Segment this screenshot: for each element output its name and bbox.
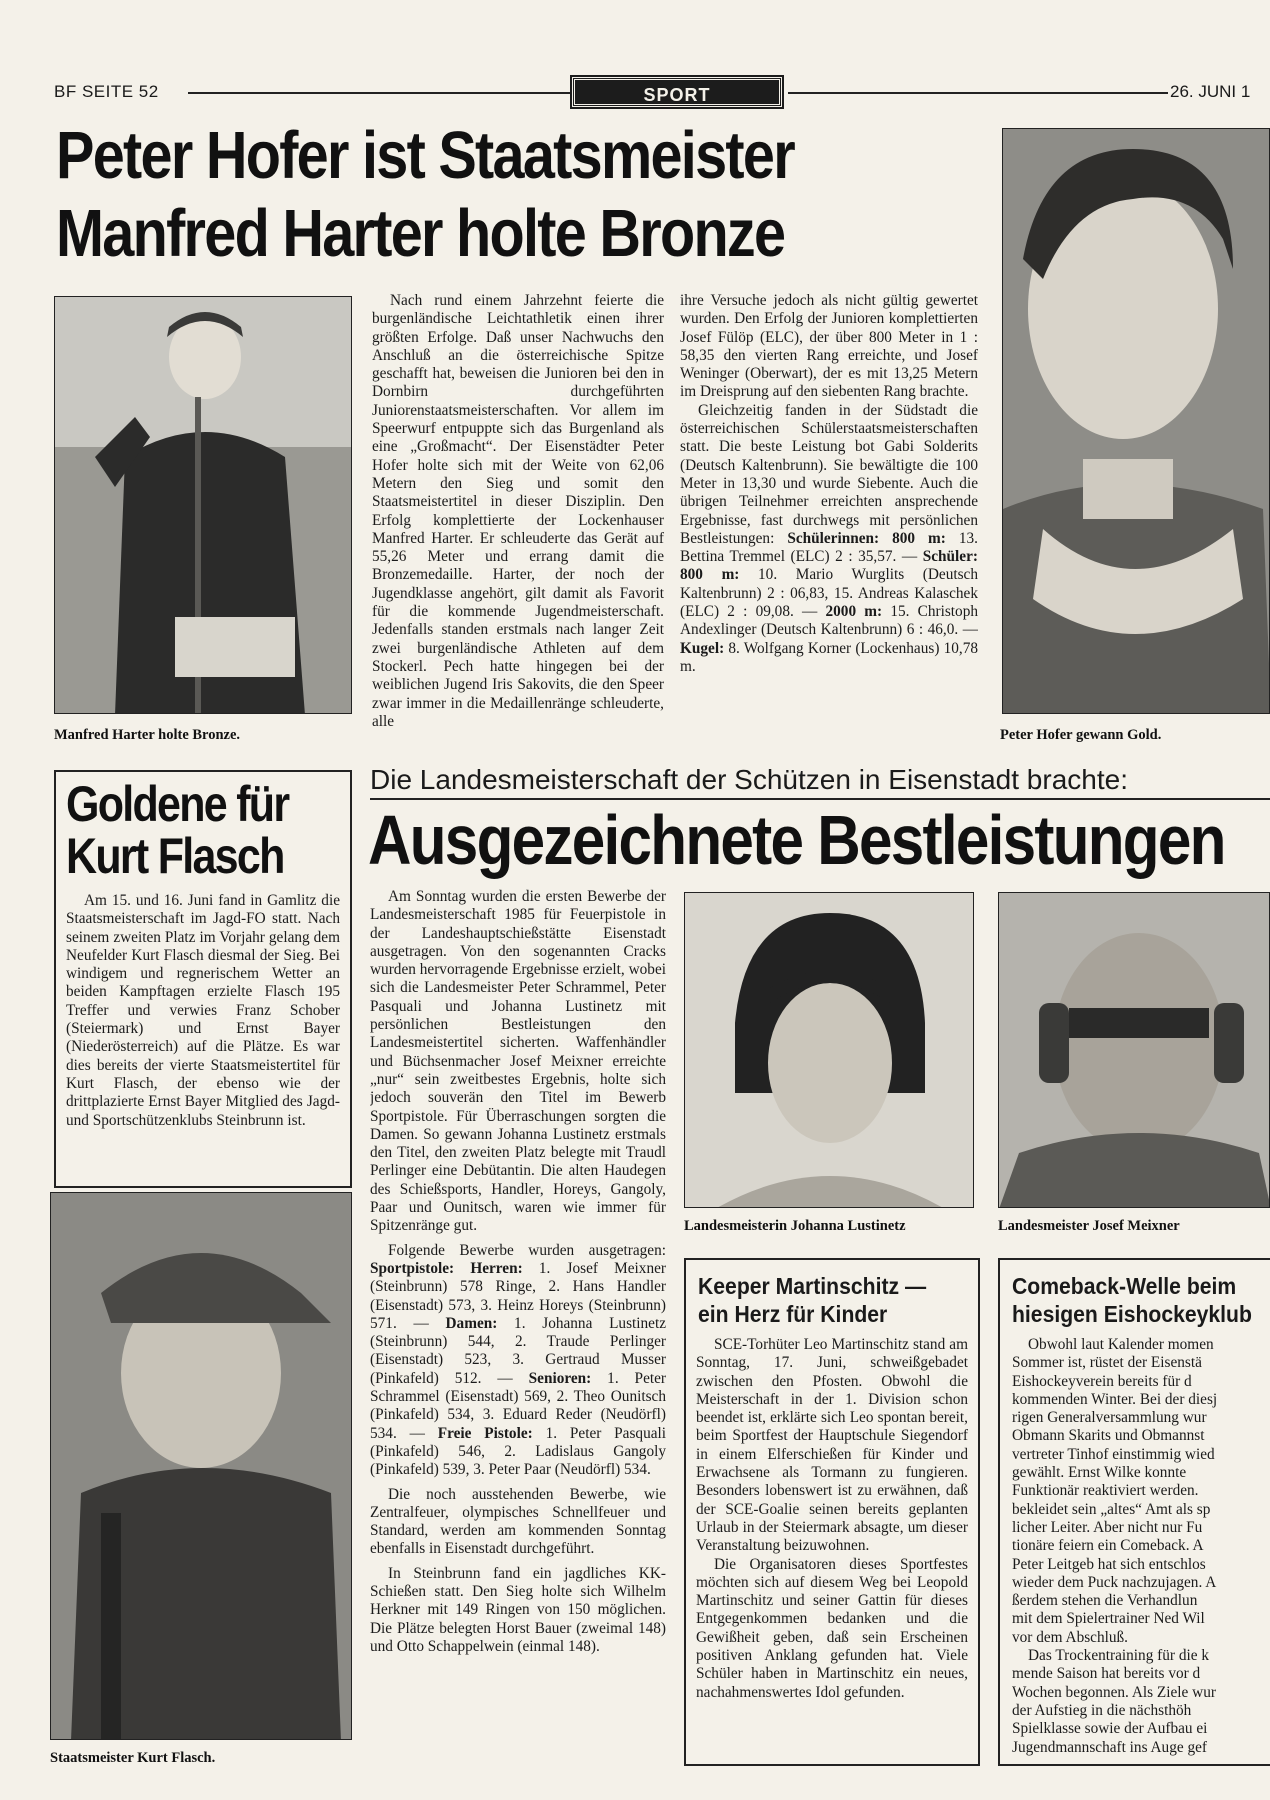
article5-line: Das Trockentraining für die k <box>1028 1647 1209 1665</box>
article5-line: tionäre feiern ein Comeback. A <box>1012 1537 1204 1555</box>
man-earmuffs-portrait-icon <box>999 893 1270 1208</box>
article2-title-line-1: Goldene für <box>66 776 289 832</box>
article3-text: 1. Peter Pasquali (Pinkafeld) 546, 2. Ladislaus Gangoly (Pinkafeld) 539, 3. Peter Paar (Neudörfl) 534. <box>370 1424 666 1479</box>
results-label: Sportpistole: Herren: <box>370 1259 523 1277</box>
article3-paragraph: Die noch ausstehenden Bewerbe, wie Zentralfeuer, olympisches Schnellfeuer und Standard, werden am kommenden Sonntag ebenfalls in Eisenstadt durchgeführt. <box>370 1485 666 1558</box>
photo-kurt-flasch <box>50 1192 352 1740</box>
article4-paragraph: Die Organisatoren dieses Sportfestes möchten sich auf diesem Weg bei Leopold Martinschitz und seiner Gattin für dieses Entgegenkommen bedanken und die Gewißheit geben, daß sein Erscheinen positiven Anklang gefunden hat. Viele Schüler haben in Martinschitz ein neues, nachahmenswertes Idol gefunden. <box>696 1555 968 1701</box>
article5-line: Wochen begonnen. Als Ziele wur <box>1012 1683 1216 1701</box>
caption-josef-meixner: Landesmeister Josef Meixner <box>998 1218 1180 1234</box>
results-label: 2000 m: <box>825 603 883 621</box>
photo-josef-meixner <box>998 892 1270 1208</box>
article2-paragraph: Am 15. und 16. Juni fand in Gamlitz die Staatsmeisterschaft im Jagd-FO statt. Nach seinem zweiten Platz im Vorjahr gelang dem Neufelder Kurt Flasch diesmal der Sieg. Bei windigem und regnerischem Wetter an beiden Kampftagen erzielte Flasch 195 Treffer und verwies Franz Schober (Steiermark) und Ernst Bayer (Niederösterreich) auf die Plätze. Es war dies bereits der vierte Staatsmeistertitel für Kurt Flasch, der ebenso wie der drittplazierte Ernst Bayer Mitglied des Jagd- und Sportschützenklubs Steinbrunn ist. <box>66 892 340 1129</box>
article3-text: Folgende Bewerbe wurden ausgetragen: <box>388 1241 666 1259</box>
issue-date: 26. JUNI 1 <box>1170 82 1251 101</box>
article5-line: ßerdem stehen die Verhandlun <box>1012 1592 1198 1610</box>
article5-line: Obwohl laut Kalender momen <box>1028 1336 1214 1353</box>
article5-line: Jugendmannschaft ins Auge gef <box>1012 1738 1207 1756</box>
results-label: Freie Pistole: <box>437 1424 533 1442</box>
article4-title-line-1: Keeper Martinschitz — <box>698 1273 927 1299</box>
article3-kicker: Die Landesmeisterschaft der Schützen in Eisenstadt brachte: <box>370 764 1128 795</box>
results-label: Kugel: <box>680 639 725 657</box>
article5-line: vertreter Tinhof einstimmig wied <box>1012 1445 1215 1463</box>
article1-column-1 <box>372 292 664 742</box>
athlete-photo-icon <box>55 297 352 714</box>
article5-line: Eishockeyverein bereits für d <box>1012 1372 1192 1390</box>
article4-box <box>684 1258 980 1766</box>
article5-line: der Aufstieg in die nächsthöh <box>1012 1701 1192 1719</box>
article5-line: Peter Leitgeb hat sich entschlos <box>1012 1555 1206 1573</box>
caption-peter-hofer: Peter Hofer gewann Gold. <box>1000 727 1162 743</box>
article3-paragraph: Am Sonntag wurden die ersten Bewerbe der Landesmeisterschaft 1985 für Feuerpistole in der Landeshauptschießstätte Eisenstadt ausgetragen. Von den sogenannten Cracks wurden hervorragende Ergebnisse erzielt, wobei sich die Landesmeister Peter Schrammel, Peter Pasquali und Johanna Lustinetz mit persönlichen Bestleistungen den Landesmeistertitel sicherten. Waffenhändler und Büchsenmacher Josef Meixner erreichte „nur“ sein zweitbestes Ergebnis, holte sich jedoch souverän den Titel im Bewerb Sportpistole. Für Überraschungen sorgten die Damen. So gewann Johanna Lustinetz erstmals den Titel, den zweiten Platz belegte mit Traudl Perlinger eine Debütantin. Die alten Haudegen des Schießsports, Handler, Horeys, Gangoly, Paar und Ounitsch, waren wie immer für Spitzenränge gut. <box>370 888 666 1235</box>
woman-portrait-icon <box>685 893 974 1208</box>
article5-title-line-2: hiesigen Eishockeyklub <box>1012 1301 1252 1327</box>
caption-johanna-lustinetz: Landesmeisterin Johanna Lustinetz <box>684 1218 906 1234</box>
article5-line: Spielklasse sowie der Aufbau ei <box>1012 1720 1208 1738</box>
page-number: BF SEITE 52 <box>54 82 159 101</box>
article1-text: 15. Christoph Andexlinger (Deutsch Kaltenbrunn) 6 : 46,0. — <box>680 603 978 639</box>
article1-paragraph: ihre Versuche jedoch als nicht gültig gewertet wurden. Den Erfolg der Junioren komplettierten Josef Fülöp (ELC), der über 800 Meter in 1 : 58,35 den vierten Rang erreichte, und Josef Weninger (Oberwart), der es mit 13,25 Metern im Dreisprung auf den siebenten Rang brachte. <box>680 292 978 401</box>
article5-line: licher Leiter. Aber nicht nur Fu <box>1012 1518 1203 1536</box>
shooter-photo-icon <box>51 1193 352 1740</box>
photo-johanna-lustinetz <box>684 892 974 1208</box>
article5-line: mende Saison hat bereits vor d <box>1012 1665 1201 1683</box>
article4-body <box>696 1336 968 1762</box>
article1-text: Gleichzeitig fanden in der Südstadt die österreichischen Schülerstaatsmeisterschaften statt. Die beste Leistung bot Gabi Solderits (Deutsch Kaltenbrunn). Sie bewältigte die 100 Meter in 13,30 und wurde Siebente. Auch die übrigen Teilnehmer erreichten ansprechende Ergebnisse, fast durchwegs mit persönlichen Bestleistungen: <box>680 401 978 547</box>
article5-line: Obmann Skarits und Obmannst <box>1012 1427 1205 1445</box>
caption-kurt-flasch: Staatsmeister Kurt Flasch. <box>50 1750 216 1766</box>
photo-peter-hofer <box>1002 128 1270 714</box>
caption-manfred-harter: Manfred Harter holte Bronze. <box>54 727 241 743</box>
article2-body <box>66 892 340 1182</box>
header-rule-right <box>788 92 1168 94</box>
article3-title-wrap <box>368 800 1270 880</box>
article5-line: mit dem Spielertrainer Ned Wil <box>1012 1610 1205 1628</box>
article1-text: 8. Wolfgang Korner (Lockenhaus) 10,78 m. <box>680 639 978 675</box>
article3-text: 1. Johanna Lustinetz (Steinbrunn) 544, 2. Traude Perlinger (Eisenstadt) 523, 3. Gertraud Musser (Pinkafeld) 512. — <box>370 1314 666 1387</box>
headline-line-1: Peter Hofer ist Staatsmeister <box>56 118 794 193</box>
article5-title-line-1: Comeback-Welle beim <box>1012 1273 1237 1299</box>
article3-title: Ausgezeichnete Bestleistungen <box>368 801 1225 879</box>
athlete-portrait-icon <box>1003 129 1270 714</box>
article2-title-line-2: Kurt Flasch <box>66 828 284 884</box>
article5-line: wieder dem Puck nachzujagen. A <box>1012 1573 1217 1591</box>
section-badge: SPORT <box>572 77 782 107</box>
article3-paragraph: In Steinbrunn fand ein jagdliches KK-Schießen statt. Den Sieg holte sich Wilhelm Herkner mit 149 Ringen von 150 möglichen. Die Plätze belegten Horst Bauer (zweimal 148) und Otto Schappelwein (einmal 148). <box>370 1564 666 1655</box>
article5-line: Sommer ist, rüstet der Eisenstä <box>1012 1354 1202 1372</box>
article5-line: kommenden Winter. Bei der diesj <box>1012 1390 1218 1408</box>
results-label: Schülerinnen: 800 m: <box>787 529 946 547</box>
article4-title-line-2: ein Herz für Kinder <box>698 1301 888 1327</box>
article1-paragraph: Nach rund einem Jahrzehnt feierte die burgenländische Leichtathletik einen ihrer größten Erfolge. Daß unser Nachwuchs den Anschluß an die österreichische Spitze geschafft hat, beweisen die Junioren bei den in Dornbirn durchgeführten Juniorenstaatsmeisterschaften. Vor allem im Speerwurf entpuppte sich das Burgenland als eine „Großmacht“. Der Eisenstädter Peter Hofer holte sich mit der Weite von 62,06 Metern den Sieg und somit den Staatsmeistertitel in dieser Disziplin. Den Erfolg komplettierte der Lockenhauser Manfred Harter. Er schleuderte das Gerät auf 55,26 Meter und errang damit die Bronzemedaille. Harter, der noch der Jugendklasse angehört, gilt damit als Favorit für die kommende Jugendmeisterschaft. Jedenfalls standen erstmals nach langer Zeit zwei burgenländische Athleten auf dem Stockerl. Pech hatte hingegen bei der weiblichen Jugend Iris Sakovits, die den Speer zwar immer in die Medaillenränge schleuderte, alle <box>372 292 664 730</box>
article1-column-2 <box>680 292 978 742</box>
results-label: Schüler: 800 m: <box>680 548 978 584</box>
article5-line: gewählt. Ernst Wilke konnte <box>1012 1464 1187 1482</box>
article5-body <box>1012 1336 1270 1757</box>
article2-box <box>54 770 352 1188</box>
article4-paragraph: SCE-Torhüter Leo Martinschitz stand am Sonntag, 17. Juni, schweißgebadet zwischen den Pfosten. Obwohl die Meisterschaft in der 1. Division schon beendet ist, erklärte sich Leo spontan bereit, beim Sportfest der Hauptschule Siegendorf in einem Elferschießen für Kinder und Erwachsene als Tormann zu fungieren. Besonders lobenswert ist zu erwähnen, daß der SCE-Goalie seinen bereits geplanten Urlaub in der Steiermark absagte, um dieser Veranstaltung beizuwohnen. <box>696 1336 968 1555</box>
photo-manfred-harter <box>54 296 352 714</box>
headline-line-2: Manfred Harter holte Bronze <box>56 196 785 271</box>
header-rule-left <box>188 92 570 94</box>
results-label: Damen: <box>445 1314 498 1332</box>
article5-line: Funktionär reaktiviert werden. <box>1012 1482 1199 1500</box>
article1-text: 10. Mario Wurglits (Deutsch Kaltenbrunn) 2 : 06,83, 15. Andreas Kalaschek (ELC) 2 : 09,08. — <box>680 566 978 621</box>
article3-text: 1. Peter Schrammel (Eisenstadt) 569, 2. Theo Ounitsch (Pinkafeld) 534, 3. Eduard Reder (Neudörfl) 534. — <box>370 1369 666 1442</box>
article5-line: vor dem Abschluß. <box>1012 1628 1128 1646</box>
article5-line: bekleidet sein „altes“ Amt als sp <box>1012 1500 1211 1518</box>
article1-text: 13. Bettina Tremmel (ELC) 2 : 35,57. — <box>680 529 978 566</box>
article5-line: rigen Generalversammlung wur <box>1012 1409 1207 1427</box>
article3-body <box>370 888 666 1778</box>
article5-box <box>998 1258 1270 1766</box>
article3-text: 1. Josef Meixner (Steinbrunn) 578 Ringe, 2. Hans Handler (Eisenstadt) 573, 3. Heinz Horeys (Steinbrunn) 571. — <box>370 1259 666 1332</box>
results-label: Senioren: <box>528 1369 592 1387</box>
